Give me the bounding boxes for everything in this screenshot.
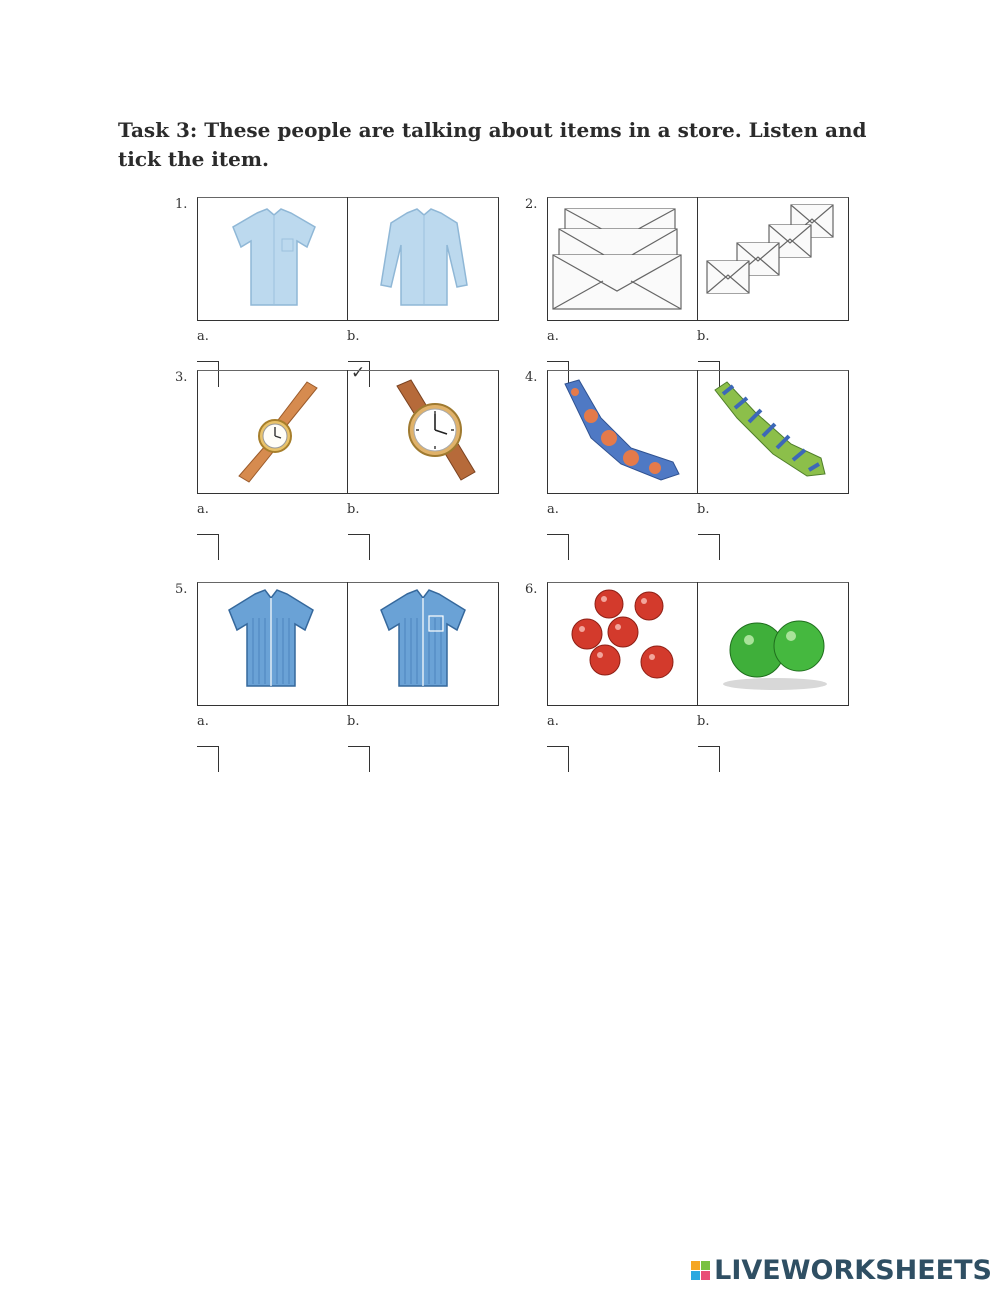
task-6 [525, 582, 887, 772]
striped-tie-image [711, 378, 836, 483]
task-number: 1. [175, 197, 188, 212]
option-a-label: a. [547, 714, 559, 729]
option-a-label: a. [197, 329, 209, 344]
task-title: Task 3: These people are talking about items in a store. Listen and tick the item. [118, 118, 867, 171]
frame-divider [347, 370, 348, 494]
task-number: 2. [525, 197, 538, 212]
option-b-label: b. [697, 502, 710, 517]
task-4 [525, 370, 887, 560]
large-watch-image [377, 376, 487, 488]
pocket-shirt-image [373, 588, 473, 692]
long-sleeve-shirt-image [377, 205, 472, 310]
plain-shirt-image [221, 588, 321, 692]
option-b-label: b. [697, 329, 710, 344]
frame-divider [347, 582, 348, 706]
liveworksheets-logo [691, 1255, 992, 1286]
option-b-label: b. [347, 329, 360, 344]
logo-mark-icon [691, 1261, 710, 1280]
option-a-label: a. [197, 502, 209, 517]
large-envelopes-image [551, 205, 691, 317]
task-3 [175, 370, 537, 560]
task-2 [525, 197, 887, 387]
option-a-label: a. [197, 714, 209, 729]
slim-watch-image [235, 376, 325, 488]
logo-text: LIVEWORKSHEETS [714, 1255, 992, 1286]
task-number: 5. [175, 582, 188, 597]
task-number: 3. [175, 370, 188, 385]
tickbox-b[interactable] [348, 746, 370, 772]
spotted-tie-image [561, 378, 686, 483]
green-apples-image [715, 598, 835, 694]
frame-divider [697, 197, 698, 321]
tickbox-a[interactable] [547, 746, 569, 772]
frame-divider [347, 197, 348, 321]
option-b-label: b. [697, 714, 710, 729]
tickbox-a[interactable] [197, 534, 219, 560]
task-1 [175, 197, 537, 387]
task-5 [175, 582, 537, 772]
option-a-label: a. [547, 329, 559, 344]
option-b-label: b. [347, 502, 360, 517]
small-envelopes-image [703, 201, 847, 319]
option-b-label: b. [347, 714, 360, 729]
frame-divider [697, 370, 698, 494]
tickbox-a[interactable] [197, 746, 219, 772]
frame-divider [697, 582, 698, 706]
task-number: 4. [525, 370, 538, 385]
short-sleeve-shirt-image [227, 205, 322, 310]
task-number: 6. [525, 582, 538, 597]
tickbox-b[interactable] [348, 534, 370, 560]
tickbox-b[interactable] [698, 534, 720, 560]
red-apples-image [561, 586, 691, 696]
check-icon: ✓ [351, 363, 366, 383]
tickbox-a[interactable] [547, 534, 569, 560]
option-a-label: a. [547, 502, 559, 517]
tickbox-b[interactable] [698, 746, 720, 772]
